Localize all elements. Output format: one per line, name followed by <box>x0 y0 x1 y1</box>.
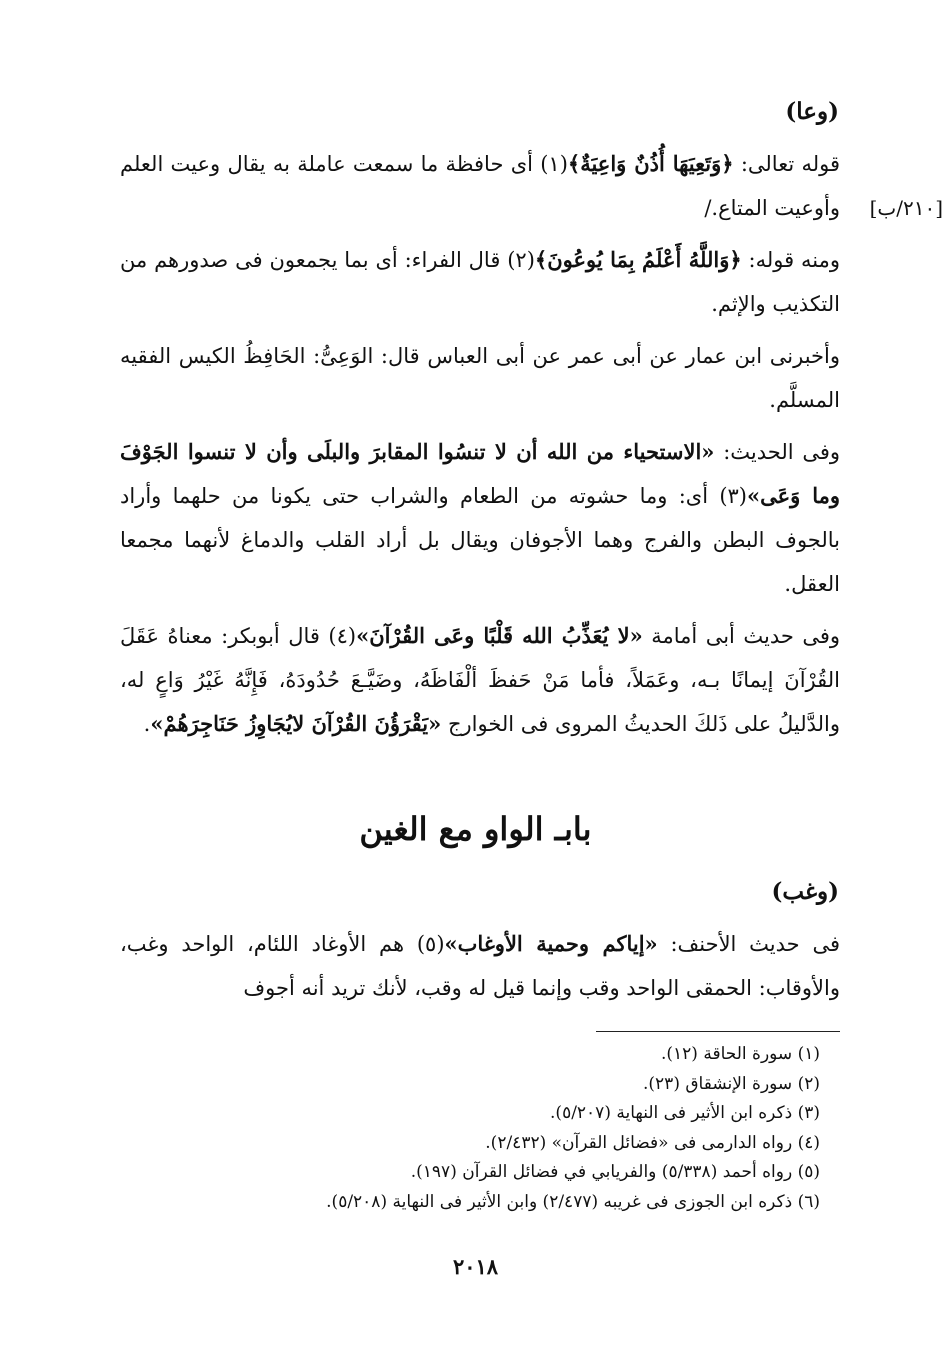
paragraph-4 <box>120 430 840 606</box>
footnote-6: (٦) ذكره ابن الجوزى فى غريبه (٢/٤٧٧) وابن الأثير فى النهاية (٥/٢٠٨). <box>326 1191 820 1212</box>
paragraph-2-intro: ومنه قوله: <box>741 248 840 272</box>
paragraph-2-rest: (٢) قال الفراء: أى بما يجمعون فى صدورهم من التكذيب والإثم. <box>120 248 840 316</box>
margin-folio-note: [٢١٠/ب] <box>869 196 943 220</box>
paragraph-3: وأخبرنى ابن عمار عن أبى عمر عن أبى العباس قال: الوَعِىُّ: الحَافِظُ الكيس الفقيه المسلَّم. <box>120 344 840 412</box>
paragraph-1 <box>120 142 840 230</box>
paragraph-6-intro: فى حديث الأحنف: <box>657 932 840 956</box>
footnote-4: (٤) رواه الدارمى فى «فضائل القرآن» (٢/٤٣٢). <box>485 1132 820 1153</box>
paragraph-4-intro: وفى الحديث: <box>714 440 841 464</box>
footnote-2: (٢) سورة الإنشقاق (٢٣). <box>643 1073 820 1094</box>
paragraph-1-intro: قوله تعالى: <box>733 152 840 176</box>
paragraph-6 <box>120 922 840 1010</box>
entry-heading-wa-gh-b: (وغب) <box>771 878 839 905</box>
main-text-2 <box>120 922 840 1010</box>
hadith-quote-4: «إياكم وحمية الأوغاب» <box>444 931 658 956</box>
hadith-quote-2: «لا يُعَذِّبُ الله قَلْبًا وعَى القُرْآنَ» <box>356 623 643 648</box>
page-number: ٢٠١٨ <box>452 1254 499 1279</box>
chapter-title: بابـ الواو مع الغين <box>359 810 592 848</box>
quran-quote-1: ﴿وَتَعِيَهَا أُذُنٌ وَاعِيَةٌ﴾ <box>567 151 734 176</box>
footnote-1: (١) سورة الحاقة (١٢). <box>660 1044 820 1064</box>
paragraph-6-rest: (٥) هم الأوغاد اللئام، الواحد وغب، والأوقاب: الحمقى الواحد وقب وإنما قيل له وقب، لأنك تريد أنه أجوف <box>120 932 840 1000</box>
paragraph-2 <box>120 238 840 326</box>
main-text <box>120 142 840 746</box>
paragraph-5-middle: (٤) قال أبوبكر: معناهُ عَقَلَ القُرْآنَ إيمانًا بـه، وعَمَلاً، فأما مَنْ حَفظَ ألْفَاظَهُ، وضَيَّـعَ حُدُودَهُ، فَإِنَّهُ غَيْرُ وَاعٍ له، والدَّليلُ على ذَلكَ الحديثُ المروى فى الخوارج <box>120 624 840 736</box>
hadith-quote-3: «يَقْرَؤُنَ القُرْآنَ لايُجَاوِزُ حَنَاجِرَهُمْ» <box>150 711 442 736</box>
quran-quote-2: ﴿وَاللَّهُ أَعْلَمُ بِمَا يُوعُونَ﴾ <box>534 247 742 272</box>
paragraph-5-intro: وفى حديث أبى أمامة <box>642 624 841 648</box>
footnotes <box>120 1040 820 1217</box>
footnote-3: (٣) ذكره ابن الأثير فى النهاية (٥/٢٠٧). <box>550 1103 820 1123</box>
footnote-divider <box>596 1031 840 1032</box>
entry-heading-wa-a: (وعا) <box>785 98 839 125</box>
paragraph-4-rest: (٣) أى: وما حشوته من الطعام والشراب حتى يكونا من حلهما وأراد بالجوف البطن والفرج وهما الأجوفان ويقال بل أراد القلب والدماغ لأنهما مجمعا العقل. <box>120 484 840 596</box>
footnote-5: (٥) رواه أحمد (٥/٣٣٨) والفريابي في فضائل القرآن (١٩٧). <box>410 1162 820 1182</box>
paragraph-5 <box>120 614 840 746</box>
paragraph-1-rest: (١) أى حافظة ما سمعت عاملة به يقال وعيت العلم وأوعيت المتاع./ <box>120 152 840 220</box>
hadith-quote-1: «الاستحياء من الله أن لا تنسُوا المقابرَ والبلَى وأن لا تنسوا الجَوْفَ وما وَعَى» <box>120 439 840 508</box>
paragraph-5-end: . <box>143 712 151 736</box>
